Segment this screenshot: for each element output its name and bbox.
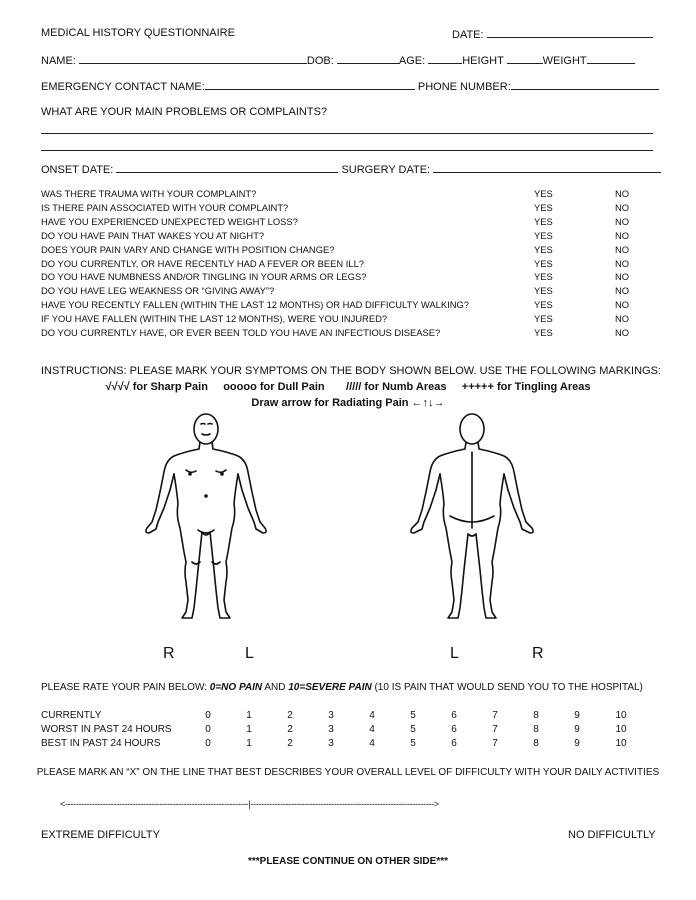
weight-line[interactable] [587, 53, 635, 64]
question-row [41, 299, 653, 313]
pain-scale-option[interactable]: 8 [533, 710, 539, 721]
pain-scale-option[interactable]: 4 [369, 738, 375, 749]
pain-scale-option[interactable]: 4 [369, 710, 375, 721]
onset-line[interactable] [116, 162, 338, 173]
pain-rating-prefix: PLEASE RATE YOUR PAIN BELOW: [41, 682, 210, 693]
pain-scale-option[interactable]: 1 [246, 710, 252, 721]
height-line[interactable] [507, 53, 543, 64]
pain-rating-suffix: (10 IS PAIN THAT WOULD SEND YOU TO THE HOSPITAL) [371, 682, 643, 693]
question-row [41, 258, 653, 272]
front-right-label: R [163, 645, 175, 662]
dull-pain-legend: ooooo for Dull Pain [223, 381, 325, 393]
yes-option[interactable]: YES [534, 215, 553, 227]
yes-option[interactable]: YES [534, 285, 553, 297]
pain-scale-row [41, 724, 653, 738]
front-left-label: L [245, 645, 254, 662]
question-text: DO YOU CURRENTLY HAVE, OR EVER BEEN TOLD YOU HAVE AN INFECTIOUS DISEASE? [41, 327, 441, 338]
no-option[interactable]: NO [615, 327, 630, 338]
age-label: AGE: [398, 55, 426, 67]
pain-scale-row [41, 738, 653, 752]
no-option[interactable]: NO [615, 188, 630, 199]
pain-scale-option[interactable]: 5 [410, 738, 416, 749]
no-option[interactable]: NO [615, 285, 630, 297]
dates-row [41, 162, 661, 176]
pain-scale-option[interactable]: 3 [328, 724, 334, 735]
question-text: DO YOU CURRENTLY, OR HAVE RECENTLY HAD A FEVER OR BEEN ILL? [41, 257, 364, 269]
pain-scale-option[interactable]: 6 [451, 710, 457, 721]
pain-scale-option[interactable]: 2 [287, 738, 293, 749]
pain-scale-option[interactable]: 10 [615, 724, 627, 735]
pain-scale-option[interactable]: 4 [369, 724, 375, 735]
date-label: DATE: [452, 29, 484, 41]
pain-rating-and: AND [262, 682, 289, 693]
no-option[interactable]: NO [615, 243, 630, 255]
weight-label: WEIGHT [542, 55, 587, 67]
yes-option[interactable]: YES [534, 229, 553, 241]
pain-scale-option[interactable]: 5 [410, 724, 416, 735]
pain-scale-option[interactable]: 1 [246, 724, 252, 735]
pain-scale-option[interactable]: 10 [615, 738, 627, 749]
yes-option[interactable]: YES [534, 188, 553, 199]
yes-option[interactable]: YES [534, 201, 553, 213]
severe-pain-label: 10=SEVERE PAIN [288, 682, 372, 693]
dob-line[interactable] [337, 53, 399, 64]
pain-scale-option[interactable]: 9 [574, 724, 580, 735]
pain-scale-option[interactable]: 0 [205, 710, 211, 721]
yes-option[interactable]: YES [534, 327, 553, 338]
question-row [41, 230, 653, 244]
pain-scale-option[interactable]: 3 [328, 710, 334, 721]
name-row [41, 53, 635, 67]
pain-scale-label: WORST IN PAST 24 HOURS [41, 724, 172, 735]
dob-label: DOB: [306, 55, 334, 67]
no-option[interactable]: NO [615, 299, 630, 311]
pain-rating-instruction [41, 682, 643, 693]
name-label: NAME: [41, 55, 76, 67]
pain-scale-option[interactable]: 0 [205, 738, 211, 749]
onset-label: ONSET DATE: [41, 164, 114, 176]
body-front-figure[interactable] [140, 412, 302, 627]
pain-scale-option[interactable]: 6 [451, 724, 457, 735]
no-option[interactable]: NO [615, 257, 630, 269]
markings-legend [0, 381, 696, 393]
question-row [41, 327, 653, 341]
emergency-row [41, 79, 659, 93]
no-difficulty-label: NO DIFFICULTLY [568, 829, 656, 841]
question-row [41, 244, 653, 258]
instructions-line: INSTRUCTIONS: PLEASE MARK YOUR SYMPTOMS ON THE BODY SHOWN BELOW. USE THE FOLLOWING MARKINGS: [41, 365, 661, 377]
pain-scale-option[interactable]: 7 [492, 710, 498, 721]
pain-scale-label: CURRENTLY [41, 710, 102, 721]
pain-scale-option[interactable]: 9 [574, 738, 580, 749]
tingling-areas-legend: +++++ for Tingling Areas [461, 381, 591, 393]
height-label: HEIGHT [462, 55, 504, 67]
body-back-figure[interactable] [392, 412, 556, 627]
no-option[interactable]: NO [615, 271, 630, 283]
question-text: HAVE YOU EXPERIENCED UNEXPECTED WEIGHT LOSS? [41, 215, 298, 227]
no-option[interactable]: NO [615, 201, 630, 213]
radiating-legend: Draw arrow for Radiating Pain ←↑↓→ [251, 397, 445, 409]
pain-scale-option[interactable]: 7 [492, 738, 498, 749]
name-line[interactable] [79, 53, 307, 64]
question-row [41, 271, 653, 285]
pain-scale-option[interactable]: 8 [533, 724, 539, 735]
surgery-label: SURGERY DATE: [341, 164, 431, 176]
numb-areas-legend: ///// for Numb Areas [346, 381, 447, 393]
emergency-label: EMERGENCY CONTACT NAME: [41, 81, 205, 93]
question-row [41, 202, 653, 216]
pain-scale-option[interactable]: 0 [205, 724, 211, 735]
back-right-label: R [532, 645, 544, 662]
question-text: DO YOU HAVE PAIN THAT WAKES YOU AT NIGHT? [41, 229, 265, 241]
continue-notice: ***PLEASE CONTINUE ON OTHER SIDE*** [247, 856, 449, 867]
question-row [41, 188, 653, 202]
back-left-label: L [450, 645, 459, 662]
question-text: DOES YOUR PAIN VARY AND CHANGE WITH POSITION CHANGE? [41, 243, 335, 255]
question-text: DO YOU HAVE LEG WEAKNESS OR “GIVING AWAY”? [41, 285, 275, 297]
no-pain-label: 0=NO PAIN [209, 682, 263, 693]
question-row [41, 216, 653, 230]
difficulty-instruction: PLEASE MARK AN “X” ON THE LINE THAT BEST DESCRIBES YOUR OVERALL LEVEL OF DIFFICULTY WITH YOUR DAILY ACTIVITIES [36, 767, 660, 778]
pain-scale-option[interactable]: 8 [533, 738, 539, 749]
pain-scale-option[interactable]: 7 [492, 724, 498, 735]
pain-scale-option[interactable]: 5 [410, 710, 416, 721]
complaints-line-1[interactable] [41, 133, 653, 134]
no-option[interactable]: NO [615, 229, 630, 241]
pain-scale-option[interactable]: 10 [615, 710, 627, 721]
date-line[interactable] [487, 27, 653, 38]
pain-scale-row [41, 710, 653, 724]
emergency-line[interactable] [205, 79, 415, 90]
age-line[interactable] [428, 53, 462, 64]
pain-scale-option[interactable]: 2 [287, 710, 293, 721]
date-field[interactable] [452, 27, 653, 41]
yes-option[interactable]: YES [534, 257, 553, 269]
question-text: WAS THERE TRAUMA WITH YOUR COMPLAINT? [41, 188, 257, 199]
sharp-pain-legend: √√√√ for Sharp Pain [105, 381, 208, 393]
yes-option[interactable]: YES [534, 271, 553, 283]
question-text: DO YOU HAVE NUMBNESS AND/OR TINGLING IN YOUR ARMS OR LEGS? [41, 271, 367, 283]
complaints-label: WHAT ARE YOUR MAIN PROBLEMS OR COMPLAINTS? [41, 106, 328, 118]
pain-scale-option[interactable]: 6 [451, 738, 457, 749]
pain-scale-option[interactable]: 2 [287, 724, 293, 735]
question-text: IS THERE PAIN ASSOCIATED WITH YOUR COMPLAINT? [41, 201, 289, 213]
pain-scale-option[interactable]: 1 [246, 738, 252, 749]
pain-scale-option[interactable]: 9 [574, 710, 580, 721]
no-option[interactable]: NO [615, 215, 630, 227]
form-title: MEDICAL HISTORY QUESTIONNAIRE [41, 27, 235, 39]
pain-scale-label: BEST IN PAST 24 HOURS [41, 738, 161, 749]
yes-option[interactable]: YES [534, 299, 553, 311]
complaints-line-2[interactable] [41, 150, 653, 151]
difficulty-line[interactable]: <--------------------------------------------------------------------|--------------------------------------------------------------------> [60, 799, 439, 809]
yes-option[interactable]: YES [534, 313, 553, 325]
phone-line[interactable] [511, 79, 659, 90]
extreme-difficulty-label: EXTREME DIFFICULTY [41, 829, 160, 841]
surgery-line[interactable] [433, 162, 661, 173]
yes-option[interactable]: YES [534, 243, 553, 255]
question-row [41, 285, 653, 299]
no-option[interactable]: NO [615, 313, 630, 325]
phone-label: PHONE NUMBER: [417, 81, 511, 93]
question-row [41, 313, 653, 327]
pain-scale-option[interactable]: 3 [328, 738, 334, 749]
question-text: HAVE YOU RECENTLY FALLEN (WITHIN THE LAST 12 MONTHS) OR HAD DIFFICULTY WALKING? [41, 299, 470, 311]
question-text: IF YOU HAVE FALLEN (WITHIN THE LAST 12 MONTHS), WERE YOU INJURED? [41, 313, 388, 325]
